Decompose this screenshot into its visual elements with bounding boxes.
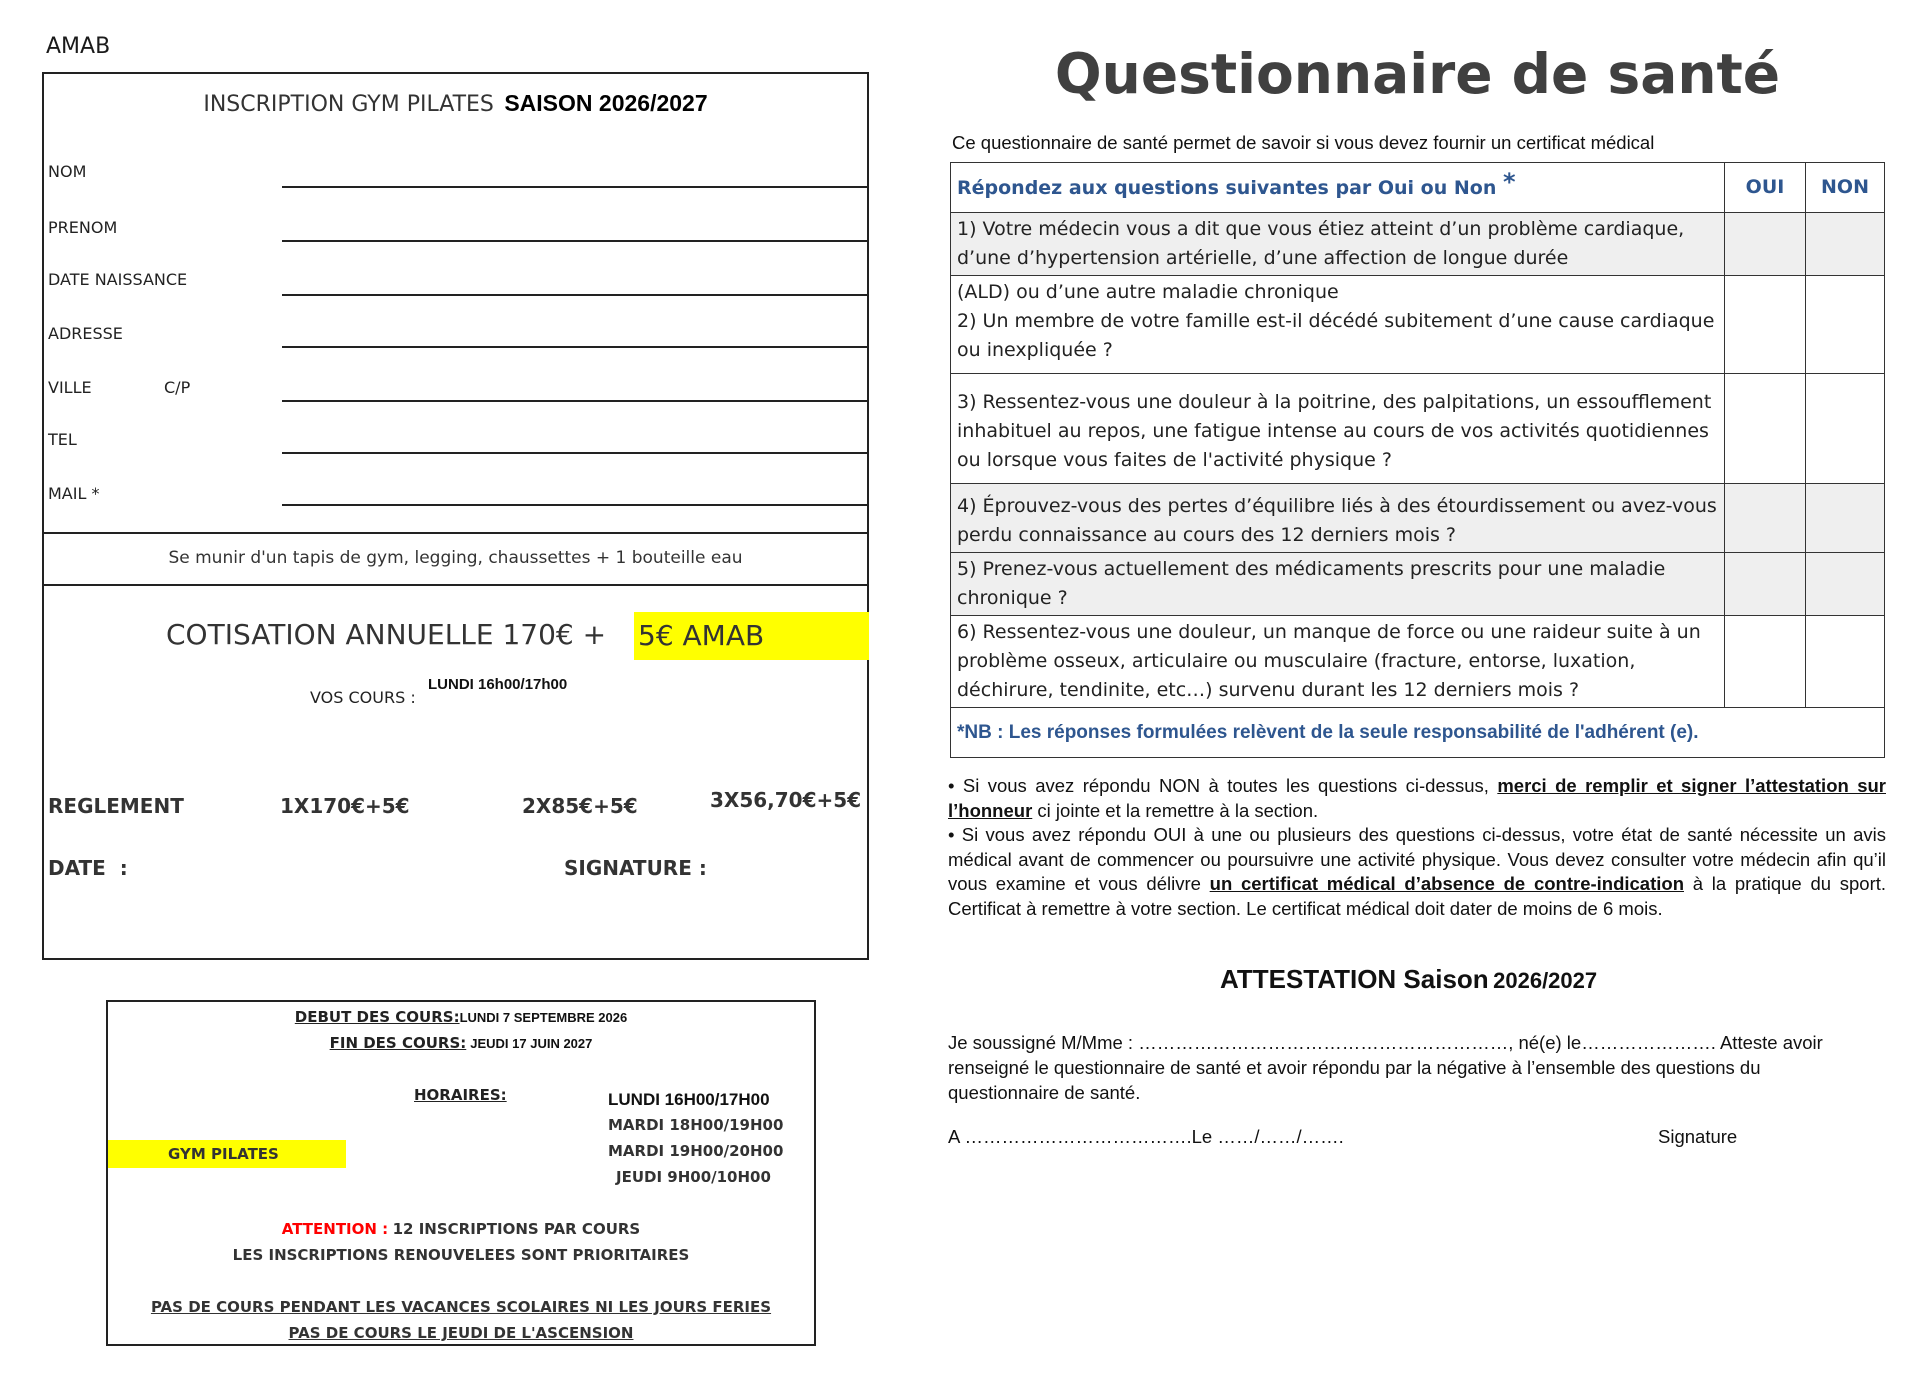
org-name: AMAB [46, 34, 111, 59]
reglement-label: REGLEMENT [48, 794, 184, 818]
q1-non-checkbox[interactable] [1806, 213, 1885, 276]
gym-pilates-highlight: GYM PILATES [108, 1140, 346, 1168]
attestation-signature[interactable]: Signature [1658, 1126, 1738, 1147]
label-cp: C/P [164, 378, 191, 397]
label-date-naissance: DATE NAISSANCE [48, 270, 188, 289]
table-header: Répondez aux questions suivantes par Oui ou Non * [951, 163, 1725, 213]
instructions [948, 774, 1886, 921]
questionnaire-intro: Ce questionnaire de santé permet de savoir si vous devez fournir un certificat médical [952, 132, 1655, 153]
line-mail[interactable] [282, 504, 869, 506]
signature-label: SIGNATURE : [564, 856, 707, 880]
instruction-non: • Si vous avez répondu NON à toutes les questions ci-dessus, merci de remplir et signer l’attestation sur l’honneur ci jointe et la remettre à la section. [948, 775, 1886, 821]
question-5: 5) Prenez-vous actuellement des médicaments prescrits pour une maladie chronique ? [951, 553, 1725, 616]
line-prenom[interactable] [282, 240, 869, 242]
schedule-box [106, 1000, 816, 1346]
question-4: 4) Éprouvez-vous des pertes d’équilibre liés à des étourdissement ou avez-vous perdu connaissance au cours des 12 derniers mois ? [951, 484, 1725, 553]
label-adresse: ADRESSE [48, 324, 123, 343]
nb-note: *NB : Les réponses formulées relèvent de la seule responsabilité de l'adhérent (e). [951, 708, 1885, 758]
q2-oui-checkbox[interactable] [1725, 276, 1806, 374]
cotisation-text: COTISATION ANNUELLE 170€ + [166, 618, 607, 651]
questionnaire-title: Questionnaire de santé [1054, 42, 1781, 106]
divider [44, 532, 867, 534]
q2-non-checkbox[interactable] [1806, 276, 1885, 374]
registration-form [42, 72, 869, 960]
label-tel: TEL [48, 430, 77, 449]
q3-oui-checkbox[interactable] [1725, 374, 1806, 484]
reglement-option-1: 1X170€+5€ [280, 794, 410, 818]
slot-1: LUNDI 16H00/17H00 [608, 1090, 770, 1109]
column-oui: OUI [1725, 163, 1806, 213]
debut-des-cours: DEBUT DES COURS:LUNDI 7 SEPTEMBRE 2026 [294, 1008, 628, 1026]
q5-oui-checkbox[interactable] [1725, 553, 1806, 616]
reglement-option-3: 3X56,70€+5€ [710, 788, 862, 812]
no-class-ascension: PAS DE COURS LE JEUDI DE L'ASCENSION [288, 1324, 634, 1342]
instruction-oui: • Si vous avez répondu OUI à une ou plusieurs des questions ci-dessus, votre état de santé nécessite un avis médical avant de commencer ou poursuivre une activité physique. Vous devez consulter votre médecin afin qu’il vous examine et vous délivre un certificat médical d’absence de contre-indication à la pratique du sport. Certificat à remettre à votre section. Le certificat médical doit dater de moins de 6 mois. [948, 824, 1887, 919]
q6-oui-checkbox[interactable] [1725, 616, 1806, 708]
horaires-label: HORAIRES: [414, 1086, 507, 1104]
health-questionnaire-table [950, 162, 1885, 758]
reglement-option-2: 2X85€+5€ [522, 794, 638, 818]
vos-cours-label: VOS COURS : [310, 688, 416, 707]
slot-4: JEUDI 9H00/10H00 [616, 1168, 771, 1186]
slot-3: MARDI 19H00/20H00 [608, 1142, 784, 1160]
q3-non-checkbox[interactable] [1806, 374, 1885, 484]
line-adresse[interactable] [282, 346, 869, 348]
no-class-holidays: PAS DE COURS PENDANT LES VACANCES SCOLAIRES NI LES JOURS FERIES [150, 1298, 772, 1316]
q4-non-checkbox[interactable] [1806, 484, 1885, 553]
label-mail: MAIL * [48, 484, 100, 503]
attestation-title: ATTESTATION Saison 2026/2027 [1220, 964, 1598, 994]
q5-non-checkbox[interactable] [1806, 553, 1885, 616]
question-3: 3) Ressentez-vous une douleur à la poitrine, des palpitations, un essoufflement inhabituel au repos, une fatigue intense au cours de vos activités quotidiennes ou lorsque vous faites de l'activité physique ? [951, 374, 1725, 484]
vos-cours-value: LUNDI 16h00/17h00 [428, 676, 568, 693]
equipment-note: Se munir d'un tapis de gym, legging, chaussettes + 1 bouteille eau [168, 548, 743, 568]
column-non: NON [1806, 163, 1885, 213]
form-season: SAISON 2026/2027 [504, 90, 708, 116]
date-label: DATE : [48, 856, 128, 880]
label-prenom: PRENOM [48, 218, 118, 237]
label-ville: VILLE [48, 378, 92, 397]
divider [44, 584, 867, 586]
q6-non-checkbox[interactable] [1806, 616, 1885, 708]
label-nom: NOM [48, 162, 87, 181]
slot-2: MARDI 18H00/19H00 [608, 1116, 784, 1134]
cotisation-amab-highlight: 5€ AMAB [634, 612, 869, 660]
q4-oui-checkbox[interactable] [1725, 484, 1806, 553]
priority-note: LES INSCRIPTIONS RENOUVELEES SONT PRIORITAIRES [232, 1246, 690, 1264]
attestation-text: Je soussigné M/Mme : ……………………………………………………, né(e) le…………………. Atteste avoir renseigné le questionnaire de santé et avoir répondu par la négative à l’ensemble des questions du questionnaire de santé. [948, 1032, 1823, 1103]
fin-des-cours: FIN DES COURS: JEUDI 17 JUIN 2027 [329, 1034, 593, 1052]
line-date-naissance[interactable] [282, 294, 869, 296]
question-2: 2) Un membre de votre famille est-il décédé subitement d’une cause cardiaque ou inexpliquée ? [957, 310, 1715, 361]
q1-oui-checkbox[interactable] [1725, 213, 1806, 276]
line-nom[interactable] [282, 186, 869, 188]
line-ville[interactable] [282, 400, 869, 402]
line-tel[interactable] [282, 452, 869, 454]
question-6: 6) Ressentez-vous une douleur, un manque de force ou une raideur suite à un problème osseux, articulaire ou musculaire (fracture, entorse, luxation, déchirure, tendinite, etc…) survenu durant les 12 derniers mois ? [951, 616, 1725, 708]
attention-line: ATTENTION : 12 INSCRIPTIONS PAR COURS [281, 1220, 641, 1238]
attestation-place-date[interactable]: A ……………………………….Le ……/……/……. [948, 1126, 1344, 1147]
question-1: 1) Votre médecin vous a dit que vous étiez atteint d’un problème cardiaque, d’une d’hypertension artérielle, d’une affection de longue durée [951, 213, 1725, 276]
form-title: INSCRIPTION GYM PILATES SAISON 2026/2027 [203, 90, 708, 117]
question-2-cell: (ALD) ou d’une autre maladie chronique 2) Un membre de votre famille est-il décédé subitement d’une cause cardiaque ou inexpliquée ? [951, 276, 1725, 374]
